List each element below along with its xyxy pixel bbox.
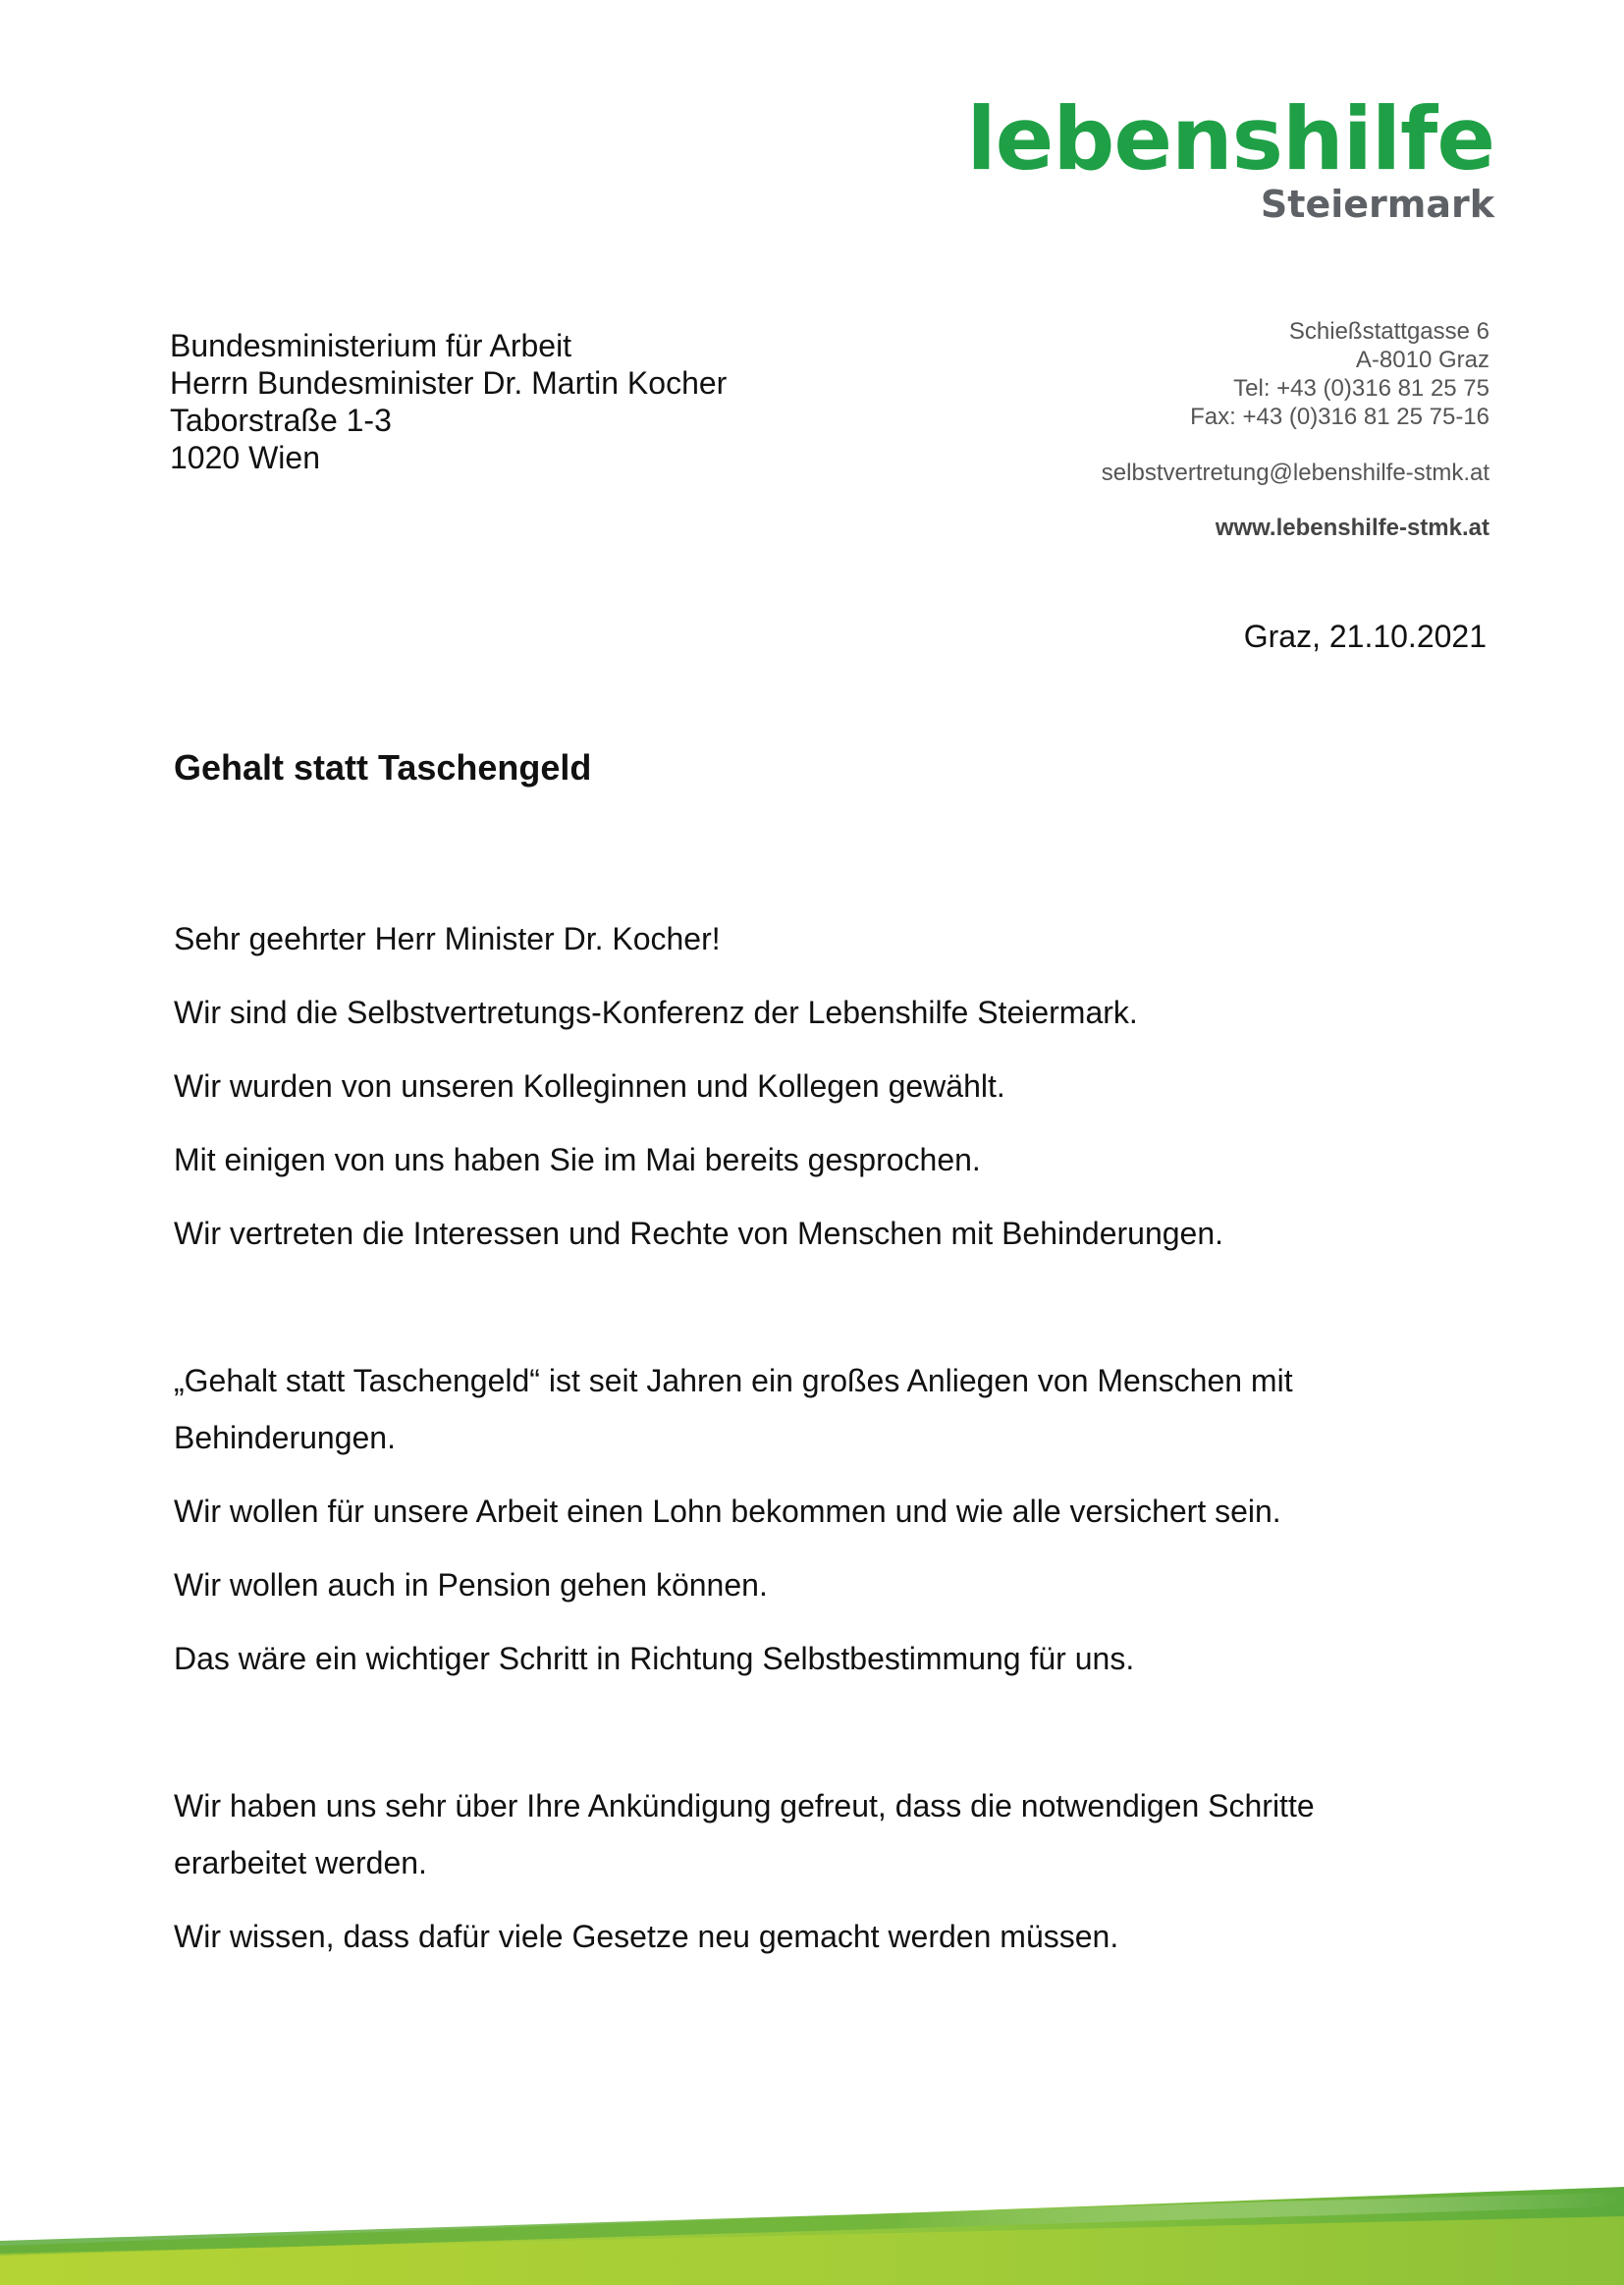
logo-name: lebenshilfe <box>966 88 1494 190</box>
lebenshilfe-logo <box>966 88 1495 226</box>
sender-city: A-8010 Graz <box>1355 347 1489 373</box>
recipient-line: 1020 Wien <box>170 440 320 475</box>
sender-email: selbstvertretung@lebenshilfe-stmk.at <box>1101 460 1489 486</box>
letter-subject: Gehalt statt Taschengeld <box>174 747 592 788</box>
paragraph: Wir sind die Selbstvertretungs-Konferenz der Lebenshilfe Steiermark. <box>174 995 1138 1030</box>
logo-region: Steiermark <box>1260 183 1494 226</box>
recipient-line: Bundesministerium für Arbeit <box>170 328 572 363</box>
footer-green-swoosh <box>0 2128 1624 2285</box>
paragraph-gap <box>174 1279 1391 1352</box>
sender-tel: Tel: +43 (0)316 81 25 75 <box>1233 375 1489 402</box>
sender-fax: Fax: +43 (0)316 81 25 75-16 <box>1190 404 1489 430</box>
paragraph: „Gehalt statt Taschengeld“ ist seit Jahren ein großes Anliegen von Menschen mit Behinderungen. <box>174 1363 1293 1455</box>
paragraph: Wir wissen, dass dafür viele Gesetze neu gemacht werden müssen. <box>174 1919 1119 1954</box>
salutation: Sehr geehrter Herr Minister Dr. Kocher! <box>174 921 721 956</box>
paragraph: Wir wurden von unseren Kolleginnen und Kollegen gewählt. <box>174 1068 1005 1104</box>
letter-body <box>174 910 1391 1982</box>
paragraph: Wir wollen für unsere Arbeit einen Lohn bekommen und wie alle versichert sein. <box>174 1494 1281 1529</box>
paragraph: Mit einigen von uns haben Sie im Mai bereits gesprochen. <box>174 1142 981 1177</box>
sender-website: www.lebenshilfe-stmk.at <box>1215 515 1489 541</box>
recipient-line: Herrn Bundesminister Dr. Martin Kocher <box>170 365 728 401</box>
recipient-line: Taborstraße 1-3 <box>170 403 392 438</box>
letter-date: Graz, 21.10.2021 <box>1243 619 1487 654</box>
paragraph: Wir haben uns sehr über Ihre Ankündigung gefreut, dass die notwendigen Schritte erarbeitet werden. <box>174 1788 1315 1880</box>
paragraph-gap <box>174 1704 1391 1777</box>
paragraph: Das wäre ein wichtiger Schritt in Richtung Selbstbestimmung für uns. <box>174 1641 1135 1676</box>
sender-street: Schießstattgasse 6 <box>1288 318 1489 345</box>
sender-address <box>1102 317 1489 542</box>
paragraph: Wir vertreten die Interessen und Rechte von Menschen mit Behinderungen. <box>174 1216 1224 1251</box>
paragraph: Wir wollen auch in Pension gehen können. <box>174 1567 768 1603</box>
recipient-address <box>170 327 727 476</box>
